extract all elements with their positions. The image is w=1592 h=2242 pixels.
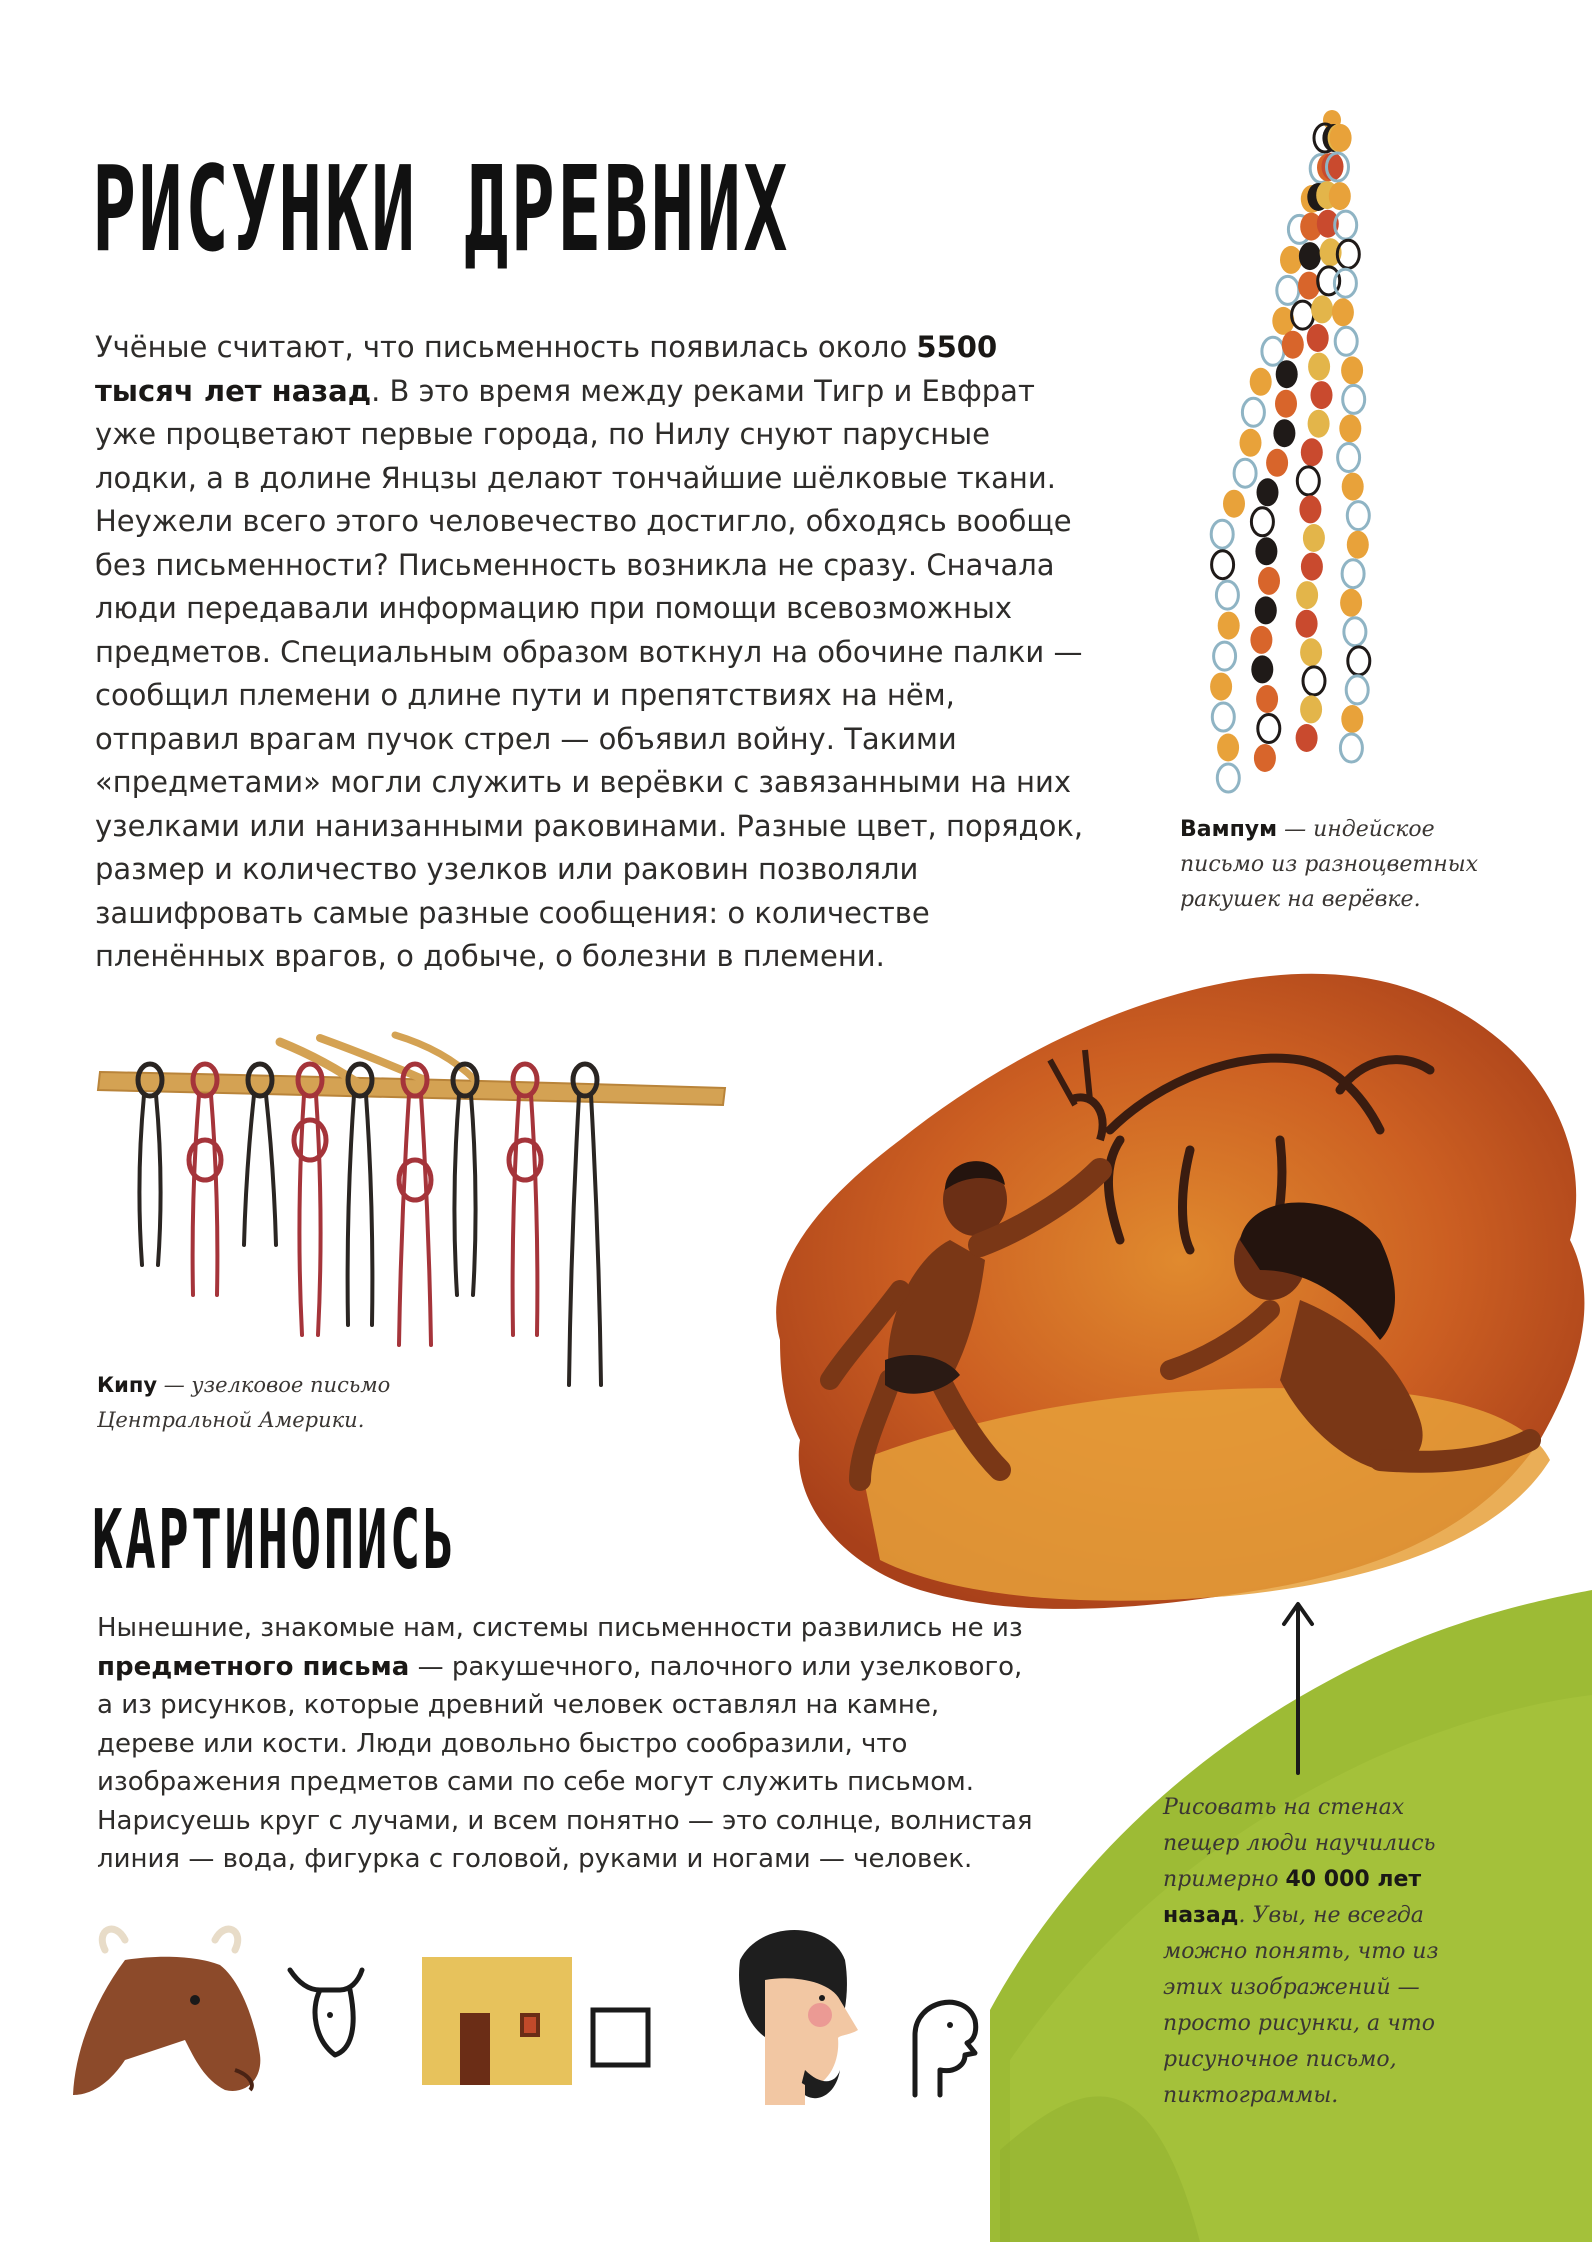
wampum-bead xyxy=(1218,612,1240,640)
wampum-bead xyxy=(1301,438,1323,466)
wampum-bead xyxy=(1262,337,1284,365)
cave-caption-rest: . Увы, не всегда можно понять, что из этих изображений — просто рисунки, а что рисуночное письмо, пиктограммы. xyxy=(1163,1903,1439,2108)
wampum-bead xyxy=(1303,667,1325,695)
wampum-bead xyxy=(1300,638,1322,666)
wampum-bead xyxy=(1250,368,1272,396)
wampum-bead xyxy=(1296,610,1318,638)
kipu-cord xyxy=(513,1095,519,1335)
wampum-bead xyxy=(1299,495,1321,523)
kipu-cord xyxy=(266,1095,276,1245)
wampum-bead xyxy=(1307,324,1329,352)
bull-pictogram-icon xyxy=(280,1960,370,2070)
wampum-bead xyxy=(1223,490,1245,518)
wampum-bead xyxy=(1347,531,1369,559)
wampum-bead xyxy=(1342,560,1364,588)
cave-caption-bold-date: 40 000 лет назад xyxy=(1163,1867,1422,1928)
kipu-cord xyxy=(366,1095,372,1325)
wampum-text: — индейское письмо из разноцветных ракушек на верёвке. xyxy=(1180,817,1479,912)
wampum-bead xyxy=(1348,647,1370,675)
wampum-bead xyxy=(1311,381,1333,409)
kipu-cord xyxy=(139,1095,144,1265)
kipu-cord xyxy=(299,1095,304,1335)
wampum-bead xyxy=(1338,444,1360,472)
wampum-bead xyxy=(1329,182,1351,210)
wampum-bead xyxy=(1332,298,1354,326)
wampum-bead xyxy=(1275,390,1297,418)
pictography-text-rest: — ракушечного, палочного или узелкового, а из рисунков, которые древний человек оставлял на камне, дереве или кости. Люди довольно быстро сообразили, что изображения предметов сами по себе могут служить письмом. Нарисуешь круг с лучами, и всем понятно — это солнце, волнистая линия — вода, фигурка с головой, руками и ногами — человек. xyxy=(97,1651,1033,1874)
wampum-bead xyxy=(1217,764,1239,792)
kipu-cord xyxy=(421,1095,431,1345)
kipu-cord xyxy=(591,1095,601,1385)
kipu-caption xyxy=(97,1368,457,1438)
wampum-bead xyxy=(1212,703,1234,731)
wampum-bead xyxy=(1296,581,1318,609)
wampum-bead xyxy=(1280,246,1302,274)
wampum-bead xyxy=(1311,295,1333,323)
wampum-bead xyxy=(1334,269,1356,297)
wampum-bead xyxy=(1296,724,1318,752)
up-arrow-icon xyxy=(1278,1598,1318,1778)
kipu-cord xyxy=(569,1095,579,1385)
wampum-bead xyxy=(1343,385,1365,413)
cave-caption-start: Рисовать на стенах пещер люди научились примерно xyxy=(1163,1795,1436,1892)
wampum-bead xyxy=(1214,642,1236,670)
wampum-bead xyxy=(1254,744,1276,772)
kipu-cord xyxy=(316,1095,321,1335)
kipu-cord xyxy=(211,1095,217,1295)
wampum-bead xyxy=(1255,596,1277,624)
wampum-bead xyxy=(1276,360,1298,388)
wampum-term: Вампум xyxy=(1180,817,1278,842)
wampum-bead xyxy=(1330,124,1352,152)
wampum-bead xyxy=(1340,589,1362,617)
intro-text-rest: . В это время между реками Тигр и Евфрат уже процветают первые города, по Нилу снуют парусные лодки, а в долине Янцзы делают тончайшие шёлковые ткани. Неужели всего этого человечество достигло, обходясь вообще без письменности? Письменность возникла не сразу. Сначала люди передавали информацию при помощи всевозможных предметов. Специальным образом воткнул на обочине палки — сообщил племени о длине пути и препятствиях на нём, отправил врагам пучок стрел — объявил войну. Такими «предметами» могли служить и верёвки с завязанными на них узелками или нанизанными раковинами. Разные цвет, порядок, размер и количество узелков или раковин позволяли зашифровать самые разные сообщения: о количестве пленённых врагов, о добыче, о болезни в племени. xyxy=(95,373,1084,973)
wampum-bead xyxy=(1250,626,1272,654)
kipu-cord xyxy=(244,1095,254,1245)
wampum-bead xyxy=(1339,415,1361,443)
wampum-bead xyxy=(1242,398,1264,426)
intro-paragraph xyxy=(95,326,1085,979)
kipu-cord xyxy=(531,1095,537,1335)
wampum-bead xyxy=(1282,331,1304,359)
intro-bold-date: 5500 тысяч лет назад xyxy=(95,330,998,408)
head-pictogram-icon xyxy=(895,1985,985,2105)
wampum-bead xyxy=(1303,524,1325,552)
kipu-cord xyxy=(471,1095,476,1295)
wampum-bead xyxy=(1257,478,1279,506)
bull-head-icon xyxy=(65,1920,275,2110)
wampum-bead xyxy=(1216,581,1238,609)
kipu-cord xyxy=(348,1095,354,1325)
wampum-bead xyxy=(1258,567,1280,595)
wampum-bead xyxy=(1251,655,1273,683)
wampum-bead xyxy=(1344,618,1366,646)
wampum-bead xyxy=(1251,508,1273,536)
wampum-bead xyxy=(1301,553,1323,581)
wampum-bead xyxy=(1299,242,1321,270)
wampum-bead xyxy=(1341,705,1363,733)
pictography-paragraph xyxy=(97,1609,1037,1879)
wampum-bead xyxy=(1298,272,1320,300)
wampum-bead xyxy=(1273,419,1295,447)
wampum-bead xyxy=(1217,734,1239,762)
wampum-bead xyxy=(1308,410,1330,438)
kipu-cord xyxy=(156,1095,161,1265)
wampum-bead xyxy=(1341,356,1363,384)
house-icon xyxy=(420,1955,580,2095)
kipu-illustration xyxy=(95,980,735,1400)
wampum-bead xyxy=(1292,301,1314,329)
wampum-bead xyxy=(1210,673,1232,701)
page-title: РИСУНКИ ДРЕВНИХ xyxy=(92,140,790,278)
section-title-pictography: КАРТИНОПИСЬ xyxy=(92,1493,456,1588)
intro-text-start: Учёные считают, что письменность появилась около xyxy=(95,330,917,364)
cave-caption xyxy=(1163,1790,1483,2114)
wampum-bead xyxy=(1308,353,1330,381)
wampum-bead xyxy=(1266,449,1288,477)
kipu-text: — узелковое письмо Центральной Америки. xyxy=(97,1373,391,1432)
wampum-bead xyxy=(1300,695,1322,723)
wampum-bead xyxy=(1211,520,1233,548)
wampum-bead xyxy=(1256,685,1278,713)
wampum-bead xyxy=(1277,276,1299,304)
kipu-term: Кипу xyxy=(97,1373,158,1397)
wampum-bead xyxy=(1212,551,1234,579)
pictography-bold-term: предметного письма xyxy=(97,1651,410,1682)
kipu-cord xyxy=(454,1095,459,1295)
wampum-bead xyxy=(1297,467,1319,495)
wampum-bead xyxy=(1322,153,1344,181)
kipu-knot xyxy=(294,1120,326,1160)
wampum-bead xyxy=(1258,715,1280,743)
man-head-icon xyxy=(710,1920,860,2110)
wampum-bead xyxy=(1255,537,1277,565)
wampum-bead xyxy=(1342,473,1364,501)
wampum-bead xyxy=(1240,429,1262,457)
wampum-bead xyxy=(1335,327,1357,355)
kipu-cord xyxy=(399,1095,409,1345)
pictography-text-start: Нынешние, знакомые нам, системы письменности развились не из xyxy=(97,1613,1023,1643)
wampum-bead xyxy=(1346,676,1368,704)
kipu-cord xyxy=(193,1095,199,1295)
wampum-caption xyxy=(1180,812,1510,917)
square-pictogram-icon xyxy=(588,2005,658,2075)
wampum-illustration xyxy=(1195,110,1395,790)
wampum-bead xyxy=(1347,502,1369,530)
wampum-bead xyxy=(1340,734,1362,762)
wampum-bead xyxy=(1234,459,1256,487)
cave-painting-illustration xyxy=(740,940,1592,1660)
